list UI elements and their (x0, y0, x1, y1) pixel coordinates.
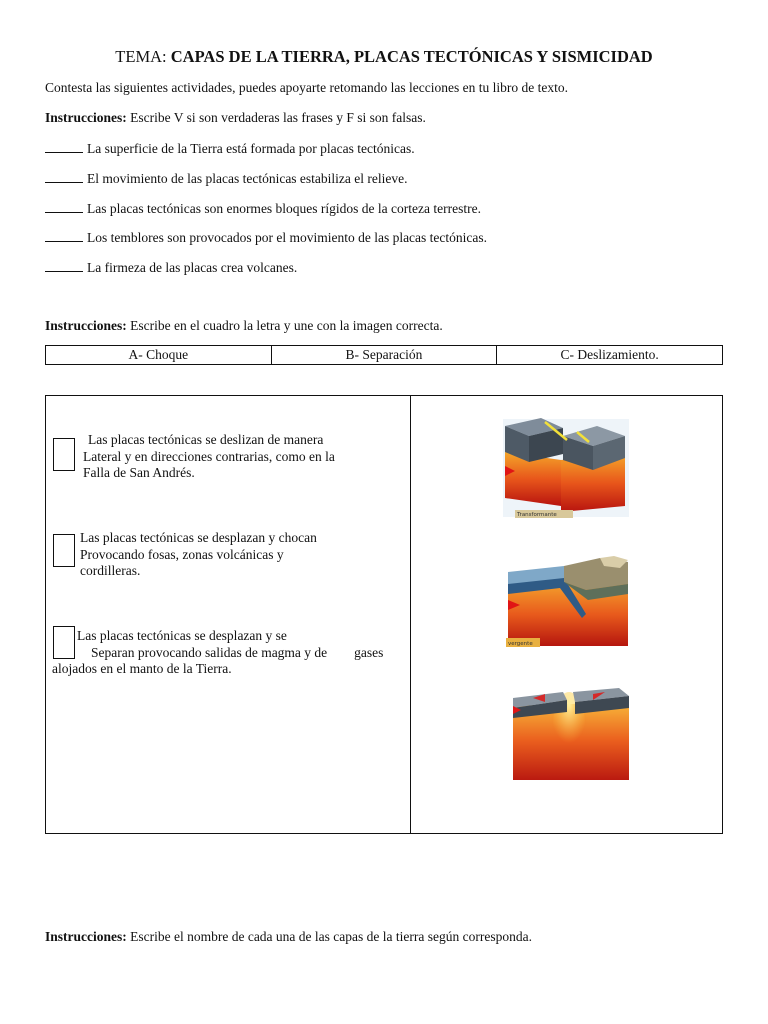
instructions-3-text: Escribe el nombre de cada una de las capas de la tierra según corresponda. (126, 929, 532, 944)
statement-1-text: La superficie de la Tierra está formada por placas tectónicas. (87, 141, 415, 156)
item-3-line-2: Separan provocando salidas de magma y de gases (91, 644, 384, 660)
instructions-3 (45, 929, 532, 945)
instructions-1 (45, 110, 426, 126)
title-prefix: TEMA: (115, 47, 171, 66)
statement-3 (45, 200, 481, 217)
instructions-2 (45, 318, 443, 334)
caption-vergente: vergente (508, 641, 533, 647)
answer-blank-4[interactable] (45, 229, 83, 242)
instructions-1-label: Instrucciones: (45, 110, 127, 125)
answer-blank-2[interactable] (45, 170, 83, 183)
option-a: A- Choque (46, 346, 272, 365)
instructions-2-text: Escribe en el cuadro la letra y une con la imagen correcta. (126, 318, 443, 333)
item-2-description (80, 530, 317, 580)
answer-blank-5[interactable] (45, 259, 83, 272)
option-b: B- Separación (271, 346, 497, 365)
statement-4 (45, 229, 487, 246)
item-3-line-3: alojados en el manto de la Tierra. (52, 661, 232, 676)
statement-2-text: El movimiento de las placas tectónicas estabiliza el relieve. (87, 171, 408, 186)
item-3-description (77, 628, 383, 661)
item-2-line-3: cordilleras. (80, 563, 141, 578)
statement-4-text: Los temblores son provocados por el movimiento de las placas tectónicas. (87, 230, 488, 245)
statement-1 (45, 140, 415, 157)
caption-transformante: Transformante (517, 512, 557, 518)
letter-box-2[interactable] (53, 534, 75, 567)
item-1-line-3: Falla de San Andrés. (83, 465, 195, 480)
title-main: CAPAS DE LA TIERRA, PLACAS TECTÓNICAS Y SISMICIDAD (170, 47, 653, 66)
item-3-line-1: Las placas tectónicas se desplazan y se (77, 628, 287, 643)
item-1-line-2: Lateral y en direcciones contrarias, como en la (83, 448, 335, 464)
answer-blank-1[interactable] (45, 140, 83, 153)
transform-fault-image (501, 414, 631, 524)
intro-text: Contesta las siguientes actividades, puedes apoyarte retomando las lecciones en tu libro de texto. (45, 80, 568, 95)
statement-3-text: Las placas tectónicas son enormes bloques rígidos de la corteza terrestre. (87, 201, 481, 216)
statement-5-text: La firmeza de las placas crea volcanes. (87, 260, 298, 275)
instructions-2-label: Instrucciones: (45, 318, 127, 333)
item-1-line-1: Las placas tectónicas se deslizan de manera (88, 432, 324, 447)
divergent-boundary-image (511, 684, 631, 784)
convergent-boundary-image (504, 554, 634, 654)
option-c: C- Deslizamiento. (497, 346, 723, 365)
statement-5 (45, 259, 297, 276)
letter-box-1[interactable] (53, 438, 75, 471)
page-title (0, 47, 768, 67)
item-2-line-1: Las placas tectónicas se desplazan y chocan (80, 530, 317, 545)
options-table (45, 345, 723, 365)
item-1-description (83, 432, 335, 482)
matching-box (45, 395, 723, 834)
item-2-line-2: Provocando fosas, zonas volcánicas y (80, 546, 284, 562)
statement-2 (45, 170, 408, 187)
answer-blank-3[interactable] (45, 200, 83, 213)
letter-box-3[interactable] (53, 626, 75, 659)
column-divider (410, 396, 411, 833)
instructions-1-text: Escribe V si son verdaderas las frases y F si son falsas. (126, 110, 426, 125)
instructions-3-label: Instrucciones: (45, 929, 127, 944)
